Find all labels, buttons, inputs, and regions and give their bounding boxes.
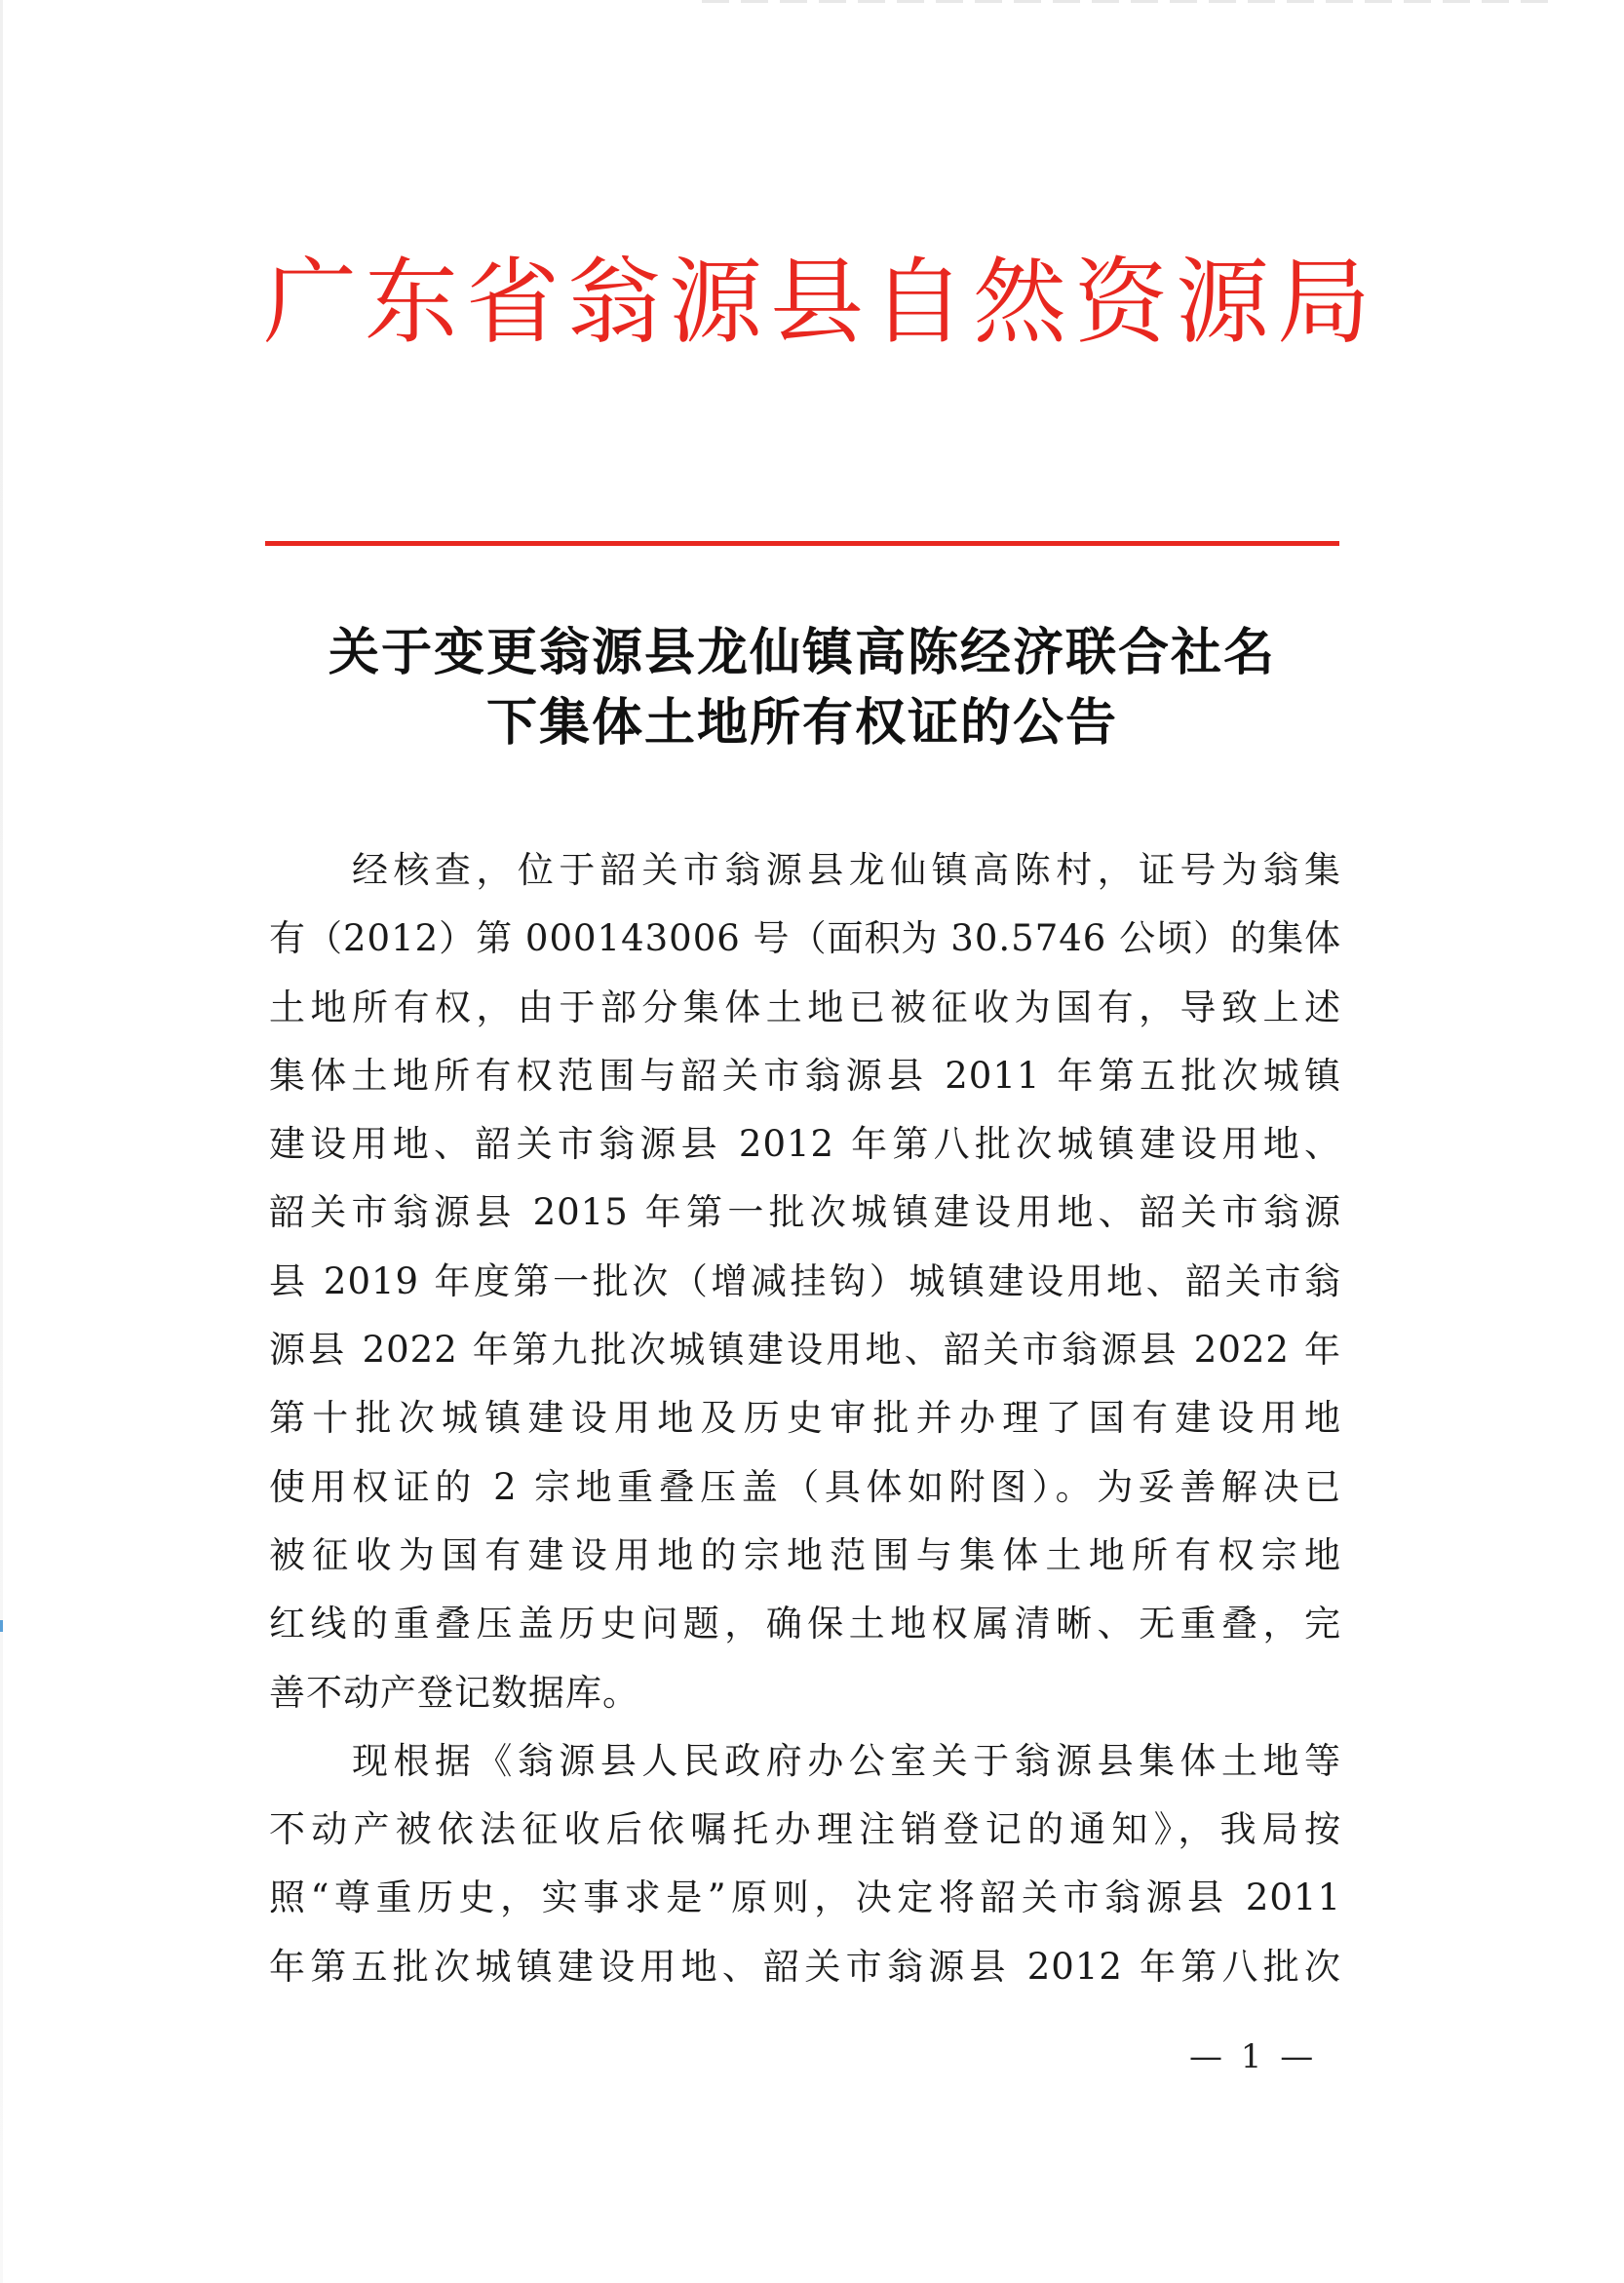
body-line: 年第五批次城镇建设用地、韶关市翁源县 2012 年第八批次 xyxy=(269,1945,1341,1988)
body-line: 土地所有权，由于部分集体土地已被征收为国有，导致上述 xyxy=(269,986,1341,1028)
scan-artifact-mark xyxy=(0,1620,3,1632)
page-number: — 1 — xyxy=(1189,2037,1318,2076)
body-line: 县 2019 年度第一批次（增减挂钩）城镇建设用地、韶关市翁 xyxy=(269,1259,1341,1302)
body-line: 集体土地所有权范围与韶关市翁源县 2011 年第五批次城镇 xyxy=(269,1054,1341,1097)
document-title xyxy=(265,618,1339,758)
body-line: 善不动产登记数据库。 xyxy=(269,1671,639,1714)
body-line: 韶关市翁源县 2015 年第一批次城镇建设用地、韶关市翁源 xyxy=(269,1191,1341,1234)
body-line: 不动产被依法征收后依嘱托办理注销登记的通知》，我局按 xyxy=(269,1808,1341,1851)
body-line: 红线的重叠压盖历史问题，确保土地权属清晰、无重叠，完 xyxy=(269,1603,1341,1645)
document-body xyxy=(269,836,1341,2001)
body-line: 被征收为国有建设用地的宗地范围与集体土地所有权宗地 xyxy=(269,1533,1341,1576)
body-line: 第十批次城镇建设用地及历史审批并办理了国有建设用地 xyxy=(269,1397,1341,1440)
body-line: 现根据《翁源县人民政府办公室关于翁源县集体土地等 xyxy=(269,1739,1341,1782)
body-line: 有（2012）第 000143006 号（面积为 30.5746 公顷）的集体 xyxy=(269,917,1342,960)
scan-edge-left xyxy=(0,0,3,2283)
body-line: 照“尊重历史，实事求是”原则，决定将韶关市翁源县 2011 xyxy=(269,1877,1341,1919)
title-line-1: 关于变更翁源县龙仙镇高陈经济联合社名 xyxy=(328,624,1276,682)
body-line: 建设用地、韶关市翁源县 2012 年第八批次城镇建设用地、 xyxy=(269,1123,1341,1166)
scan-edge-top xyxy=(702,0,1560,3)
title-line-2: 下集体土地所有权证的公告 xyxy=(485,694,1118,753)
letterhead: 广东省翁源县自然资源局 xyxy=(263,248,1378,357)
letterhead-divider xyxy=(265,541,1339,546)
body-line: 经核查，位于韶关市翁源县龙仙镇高陈村，证号为翁集 xyxy=(269,849,1341,891)
body-line: 使用权证的 2 宗地重叠压盖（具体如附图）。为妥善解决已 xyxy=(269,1465,1341,1508)
body-line: 源县 2022 年第九批次城镇建设用地、韶关市翁源县 2022 年 xyxy=(269,1329,1341,1372)
